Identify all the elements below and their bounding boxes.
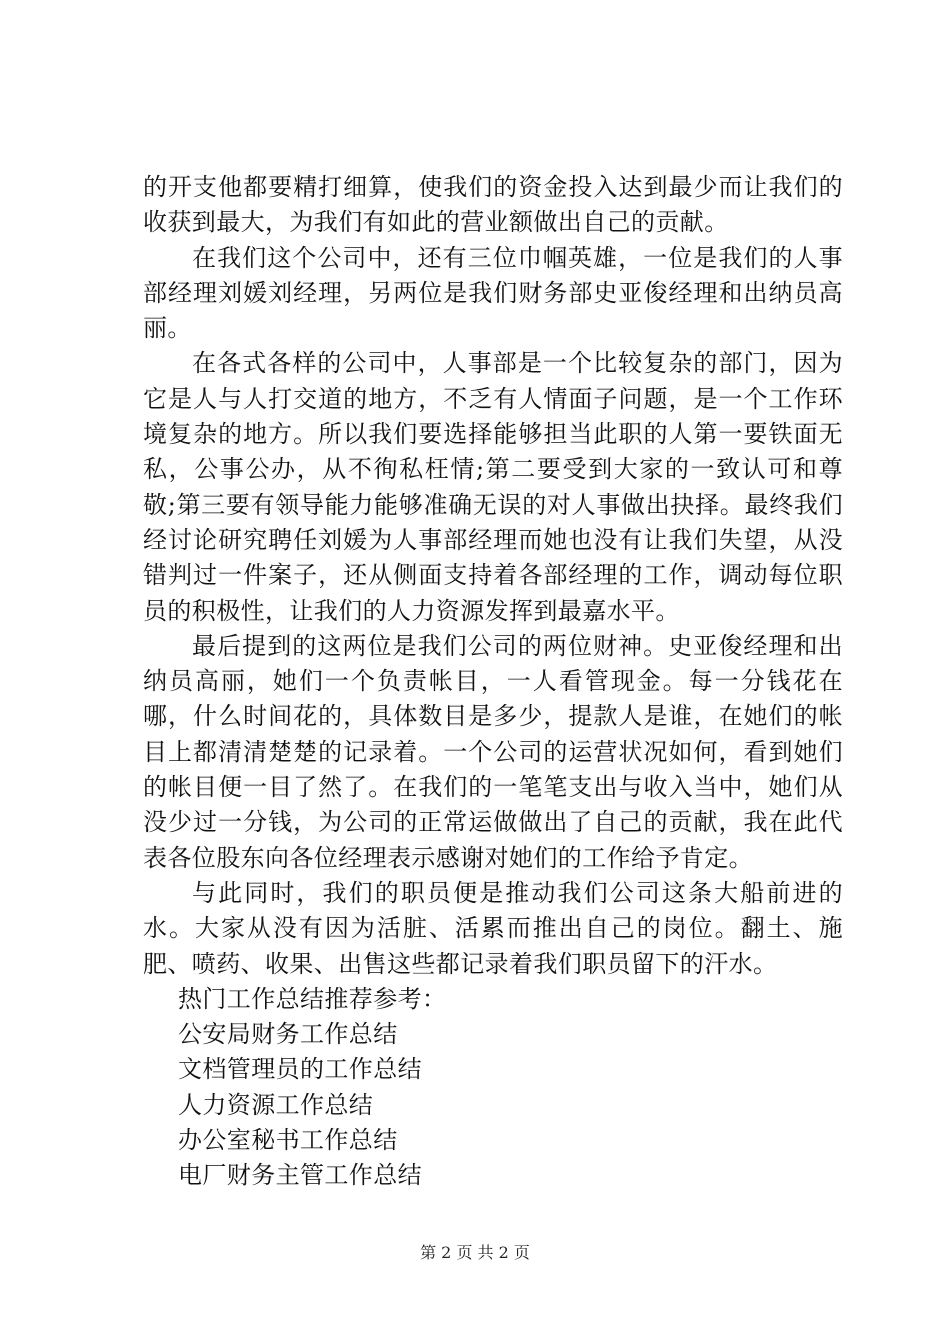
related-summaries — [143, 982, 843, 1194]
paragraph-3: 在各式各样的公司中，人事部是一个比较复杂的部门，因为它是人与人打交道的地方，不乏有人情面子问题，是一个工作环境复杂的地方。所以我们要选择能够担当此职的人第一要铁面无私，公事公办，从不徇私枉情;第二要受到大家的一致认可和尊敬;第三要有领导能力能够准确无误的对人事做出抉择。最终我们经讨论研究聘任刘媛为人事部经理而她也没有让我们失望，从没错判过一件案子，还从侧面支持着各部经理的工作，调动每位职员的积极性，让我们的人力资源发挥到最嘉水平。 — [143, 349, 843, 625]
related-link-2[interactable]: 文档管理员的工作总结 — [178, 1055, 422, 1084]
related-link-4[interactable]: 办公室秘书工作总结 — [178, 1126, 398, 1155]
paragraph-5: 与此同时，我们的职员便是推动我们公司这条大船前进的水。大家从没有因为活脏、活累而推出自己的岗位。翻土、施肥、喷药、收果、出售这些都记录着我们职员留下的汗水。 — [143, 878, 843, 978]
related-link-3[interactable]: 人力资源工作总结 — [178, 1090, 374, 1119]
paragraph-2: 在我们这个公司中，还有三位巾帼英雄，一位是我们的人事部经理刘媛刘经理，另两位是我们财务部史亚俊经理和出纳员高丽。 — [143, 243, 843, 343]
paragraph-4: 最后提到的这两位是我们公司的两位财神。史亚俊经理和出纳员高丽，她们一个负责帐目，一人看管现金。每一分钱花在哪，什么时间花的，具体数目是多少，提款人是谁，在她们的帐目上都清清楚楚的记录着。一个公司的运营状况如何，看到她们的帐目便一目了然了。在我们的一笔笔支出与收入当中，她们从没少过一分钱，为公司的正常运做做出了自己的贡献，我在此代表各位股东向各位经理表示感谢对她们的工作给予肯定。 — [143, 631, 843, 872]
paragraph-1: 的开支他都要精打细算，使我们的资金投入达到最少而让我们的收获到最大，为我们有如此的营业额做出自己的贡献。 — [143, 173, 843, 237]
document-body — [143, 170, 843, 1194]
related-summaries-title: 热门工作总结推荐参考： — [178, 984, 447, 1013]
related-link-5[interactable]: 电厂财务主管工作总结 — [178, 1161, 422, 1190]
page-number-footer: 第 2 页 共 2 页 — [420, 1243, 530, 1262]
related-link-1[interactable]: 公安局财务工作总结 — [178, 1020, 398, 1049]
